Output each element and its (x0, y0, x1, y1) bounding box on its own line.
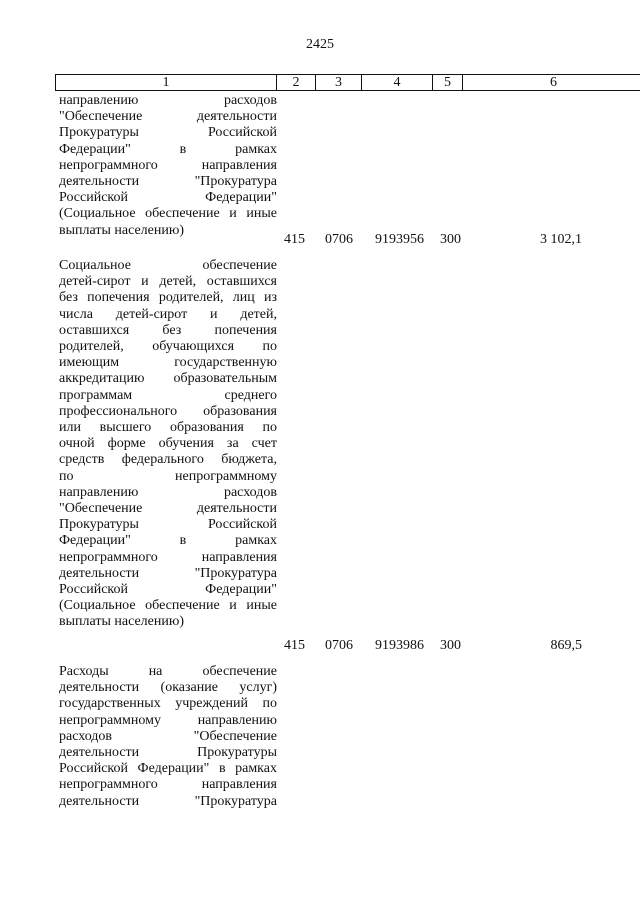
code-section: 415 (284, 232, 305, 247)
description-line: выплаты населению) (59, 614, 184, 630)
row-description (59, 664, 277, 810)
header-col-5: 5 (433, 74, 463, 91)
code-target: 9193986 (375, 638, 424, 653)
description-line: расходов "Обеспечение (59, 728, 277, 744)
description-line: выплаты населению) (59, 222, 184, 238)
code-target: 9193956 (375, 232, 424, 247)
table-row (59, 258, 277, 631)
table-row (59, 93, 277, 239)
description-line: детей-сирот и детей, оставшихся (59, 274, 277, 290)
page-number: 2425 (306, 37, 334, 52)
description-line: имеющим государственную (59, 355, 277, 371)
header-col-6: 6 (463, 74, 640, 91)
code-subsection: 0706 (325, 638, 353, 653)
table-row (59, 664, 277, 810)
description-line: непрограммного направления (59, 777, 277, 793)
description-line: (Социальное обеспечение и иные (59, 206, 277, 222)
description-line: направлению расходов (59, 93, 277, 108)
description-line: очной форме обучения за счет (59, 436, 277, 452)
description-line: Федерации" в рамках (59, 533, 277, 549)
description-line: Расходы на обеспечение (59, 664, 277, 679)
header-col-1: 1 (55, 74, 277, 91)
description-line: деятельности "Прокуратура (59, 174, 277, 190)
code-subsection: 0706 (325, 232, 353, 247)
description-line: аккредитацию образовательным (59, 371, 277, 387)
description-line: направлению расходов (59, 484, 277, 500)
description-line: средств федерального бюджета, (59, 452, 277, 468)
description-line: оставшихся без попечения (59, 322, 277, 338)
table-header (55, 74, 640, 91)
description-line: деятельности "Прокуратура (59, 565, 277, 581)
description-line: (Социальное обеспечение и иные (59, 598, 277, 614)
code-section: 415 (284, 638, 305, 653)
header-col-4: 4 (362, 74, 433, 91)
description-line: Социальное обеспечение (59, 258, 277, 273)
description-line: "Обеспечение деятельности (59, 501, 277, 517)
description-line: Прокуратуры Российской (59, 517, 277, 533)
description-line: профессионального образования (59, 403, 277, 419)
description-line: непрограммного направления (59, 157, 277, 173)
row-description (59, 93, 277, 239)
description-line: родителей, обучающихся по (59, 339, 277, 355)
code-expense-type: 300 (440, 232, 461, 247)
description-line: Российской Федерации" (59, 190, 277, 206)
description-line: деятельности (оказание услуг) (59, 680, 277, 696)
description-line: Прокуратуры Российской (59, 125, 277, 141)
description-line: деятельности "Прокуратура (59, 793, 277, 809)
amount: 3 102,1 (540, 232, 582, 247)
description-line: "Обеспечение деятельности (59, 109, 277, 125)
description-line: Федерации" в рамках (59, 141, 277, 157)
row-description (59, 258, 277, 631)
code-expense-type: 300 (440, 638, 461, 653)
header-col-3: 3 (316, 74, 362, 91)
description-line: государственных учреждений по (59, 696, 277, 712)
description-line: непрограммного направления (59, 549, 277, 565)
description-line: Российской Федерации" (59, 582, 277, 598)
header-col-2: 2 (277, 74, 316, 91)
description-line: по непрограммному (59, 468, 277, 484)
amount: 869,5 (550, 638, 582, 653)
description-line: числа детей-сирот и детей, (59, 306, 277, 322)
description-line: программам среднего (59, 387, 277, 403)
description-line: без попечения родителей, лиц из (59, 290, 277, 306)
description-line: непрограммному направлению (59, 712, 277, 728)
description-line: Российской Федерации" в рамках (59, 761, 277, 777)
description-line: или высшего образования по (59, 420, 277, 436)
description-line: деятельности Прокуратуры (59, 745, 277, 761)
